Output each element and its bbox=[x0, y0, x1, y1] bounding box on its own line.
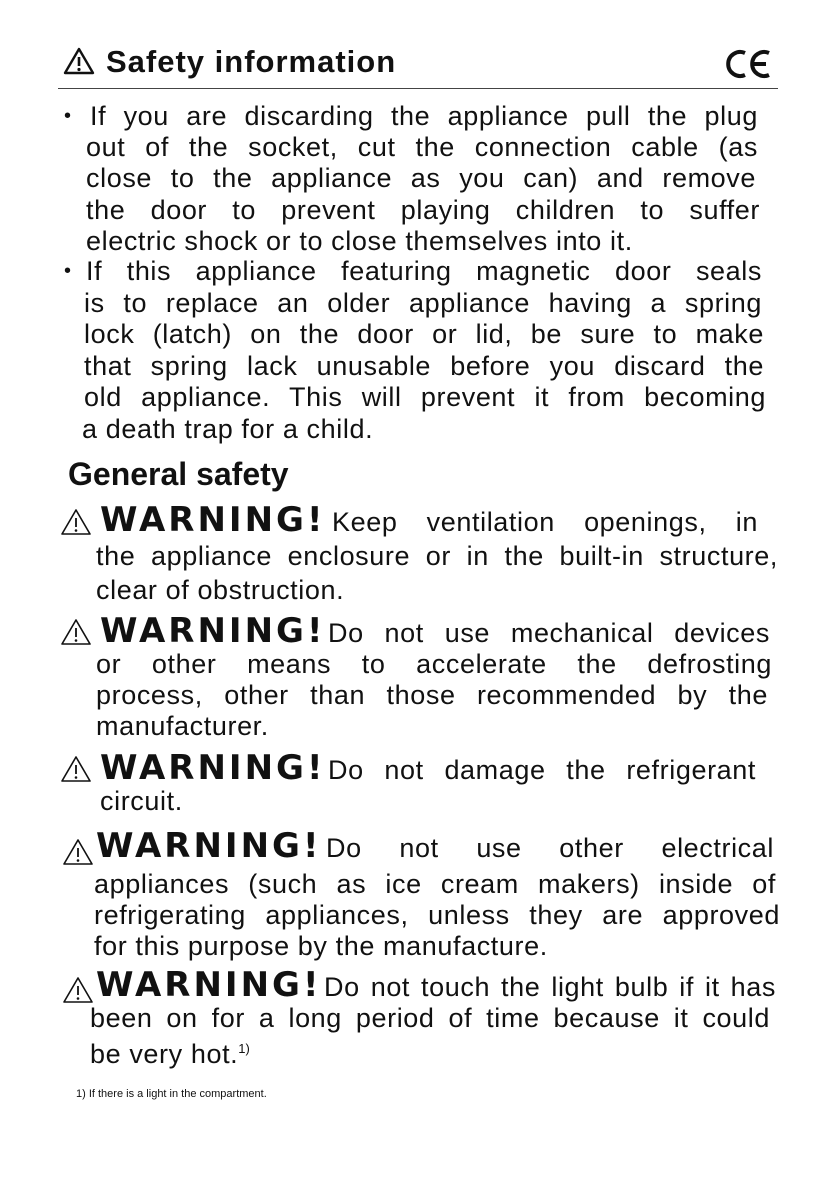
text-line: the appliance enclosure or in the built-in structure, bbox=[96, 541, 778, 571]
text-line: Do not use other electrical bbox=[326, 833, 774, 863]
warning-label: WARNING! bbox=[100, 500, 326, 540]
text-line: manufacturer. bbox=[96, 711, 269, 741]
bullet-dot: • bbox=[64, 105, 72, 127]
warning-label: WARNING! bbox=[100, 748, 326, 788]
ce-mark-icon bbox=[724, 48, 774, 80]
text-line-content: be very hot. bbox=[90, 1039, 239, 1069]
page-header bbox=[58, 42, 778, 89]
warning-triangle-icon bbox=[60, 755, 92, 783]
footnote: 1) If there is a light in the compartment. bbox=[76, 1088, 267, 1100]
text-line: circuit. bbox=[100, 786, 183, 816]
text-line: Do not damage the refrigerant bbox=[328, 755, 756, 785]
warning-triangle-icon bbox=[62, 976, 94, 1004]
warning-label: WARNING! bbox=[96, 826, 322, 866]
text-line: that spring lack unusable before you discard the bbox=[84, 351, 764, 381]
bullet-dot: • bbox=[64, 260, 72, 282]
text-line: process, other than those recommended by the bbox=[96, 680, 768, 710]
text-line bbox=[90, 1033, 250, 1070]
text-line: the door to prevent playing children to suffer bbox=[86, 195, 760, 225]
text-line: close to the appliance as you can) and remove bbox=[86, 163, 756, 193]
text-line: out of the socket, cut the connection cable (as bbox=[86, 132, 758, 162]
text-line: appliances (such as ice cream makers) inside of bbox=[94, 869, 776, 899]
text-line: electric shock or to close themselves into it. bbox=[86, 226, 633, 256]
warning-label: WARNING! bbox=[100, 611, 326, 651]
text-line: refrigerating appliances, unless they are approved bbox=[94, 900, 780, 930]
text-line: is to replace an older appliance having a spring bbox=[84, 288, 762, 318]
text-line: a death trap for a child. bbox=[82, 414, 374, 444]
warning-triangle-icon bbox=[60, 508, 92, 536]
warning-triangle-icon bbox=[60, 618, 92, 646]
text-line: or other means to accelerate the defrosting bbox=[96, 649, 772, 679]
text-line: If you are discarding the appliance pull the plug bbox=[90, 101, 758, 131]
text-line: Do not touch the light bulb if it has bbox=[324, 972, 776, 1002]
text-line: been on for a long period of time because it could bbox=[90, 1003, 770, 1033]
text-line: If this appliance featuring magnetic door seals bbox=[86, 256, 762, 286]
warning-label: WARNING! bbox=[96, 965, 322, 1005]
text-line: Do not use mechanical devices bbox=[328, 618, 770, 648]
text-line: Keep ventilation openings, in bbox=[332, 507, 758, 537]
text-line: lock (latch) on the door or lid, be sure to make bbox=[84, 319, 764, 349]
text-line: old appliance. This will prevent it from becoming bbox=[84, 382, 766, 412]
warning-triangle-icon bbox=[62, 838, 94, 866]
footnote-reference: 1) bbox=[238, 1041, 250, 1056]
section-heading-general-safety: General safety bbox=[68, 456, 289, 492]
page-title: Safety information bbox=[106, 44, 397, 79]
warning-triangle-icon bbox=[62, 46, 96, 76]
text-line: clear of obstruction. bbox=[96, 575, 345, 605]
text-line: for this purpose by the manufacture. bbox=[94, 931, 548, 961]
